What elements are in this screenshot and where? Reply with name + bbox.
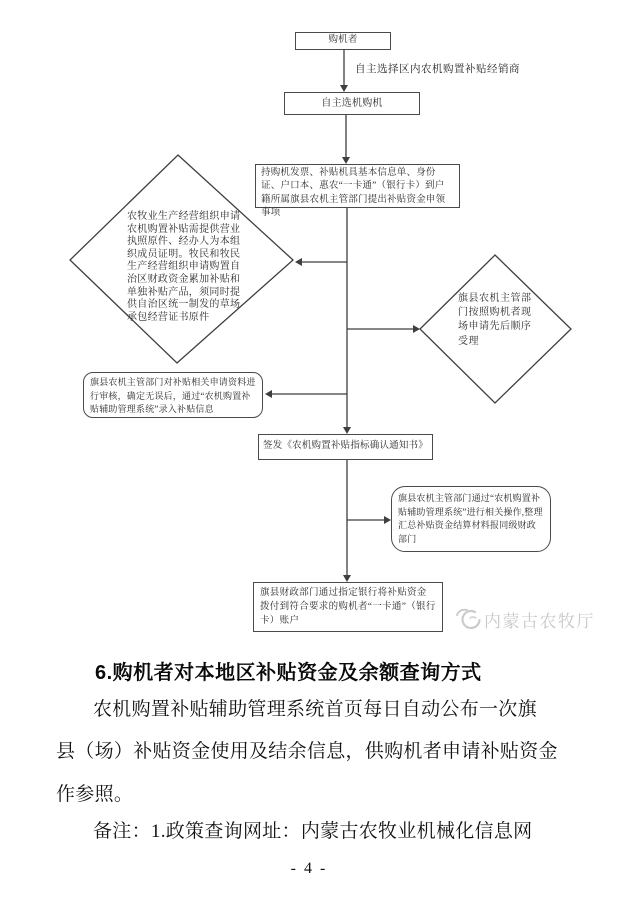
page-number: - 4 - bbox=[290, 860, 328, 877]
watermark-text: 内蒙古农牧厅 bbox=[484, 612, 595, 631]
body-paragraph-line-2: 县（场）补贴资金使用及结余信息，供购机者申请补贴资金 bbox=[56, 741, 558, 762]
body-paragraph-line-3: 作参照。 bbox=[56, 784, 134, 805]
flow-box-settlement: 旗县农机主管部门通过“农机购置补贴辅助管理系统”进行相关操作,整理汇总补贴资金结算材料报同级财政部门 bbox=[391, 486, 551, 552]
remark-line: 备注：1.政策查询网址：内蒙古农牧业机械化信息网 bbox=[93, 821, 533, 842]
flow-step1-arrow-label: 自主选择区内农机购置补贴经销商 bbox=[355, 64, 520, 75]
flow-box-buyer bbox=[295, 32, 391, 50]
decision-diamond-right-text: 旗县农机主管部门按照购机者现场申请先后顺序受理 bbox=[458, 293, 532, 347]
flow-box-apply: 持购机发票、补贴机具基本信息单、身份证、户口本、惠农“一卡通”（银行卡）到户籍所属旗县农机主管部门提出补贴资金申领事项 bbox=[255, 164, 460, 208]
flow-box-review: 旗县农机主管部门对补贴相关申请资料进行审核，确定无误后，通过“农机购置补贴辅助管理系统”录入补贴信息 bbox=[83, 372, 263, 418]
flow-box-issue-notice bbox=[258, 434, 433, 460]
decision-diamond-left-text: 农牧业生产经营组织申请农机购置补贴需提供营业执照原件、经办人为本组织成员证明。牧民和牧民生产经营组织申请购置自治区财政资金累加补贴和单独补贴产品，须同时提供自治区统一制发的草场承包经营证书原件 bbox=[127, 211, 241, 323]
flow-box-payment: 旗县财政部门通过指定银行将补贴资金拨付到符合要求的购机者“一卡通”（银行卡）账户 bbox=[253, 582, 443, 632]
body-paragraph-line-1: 农机购置补贴辅助管理系统首页每日自动公布一次旗 bbox=[93, 699, 537, 720]
section-heading: 6.购机者对本地区补贴资金及余额查询方式 bbox=[95, 662, 482, 684]
flow-box-buyer-label: 购机者 bbox=[328, 35, 358, 46]
flow-box-select-machine bbox=[284, 92, 420, 115]
flow-box-issue-notice-label: 签发《农机购置补贴指标确认通知书》 bbox=[263, 441, 428, 452]
flow-box-select-machine-label: 自主选机购机 bbox=[321, 97, 383, 109]
org-logo-icon bbox=[454, 605, 484, 631]
